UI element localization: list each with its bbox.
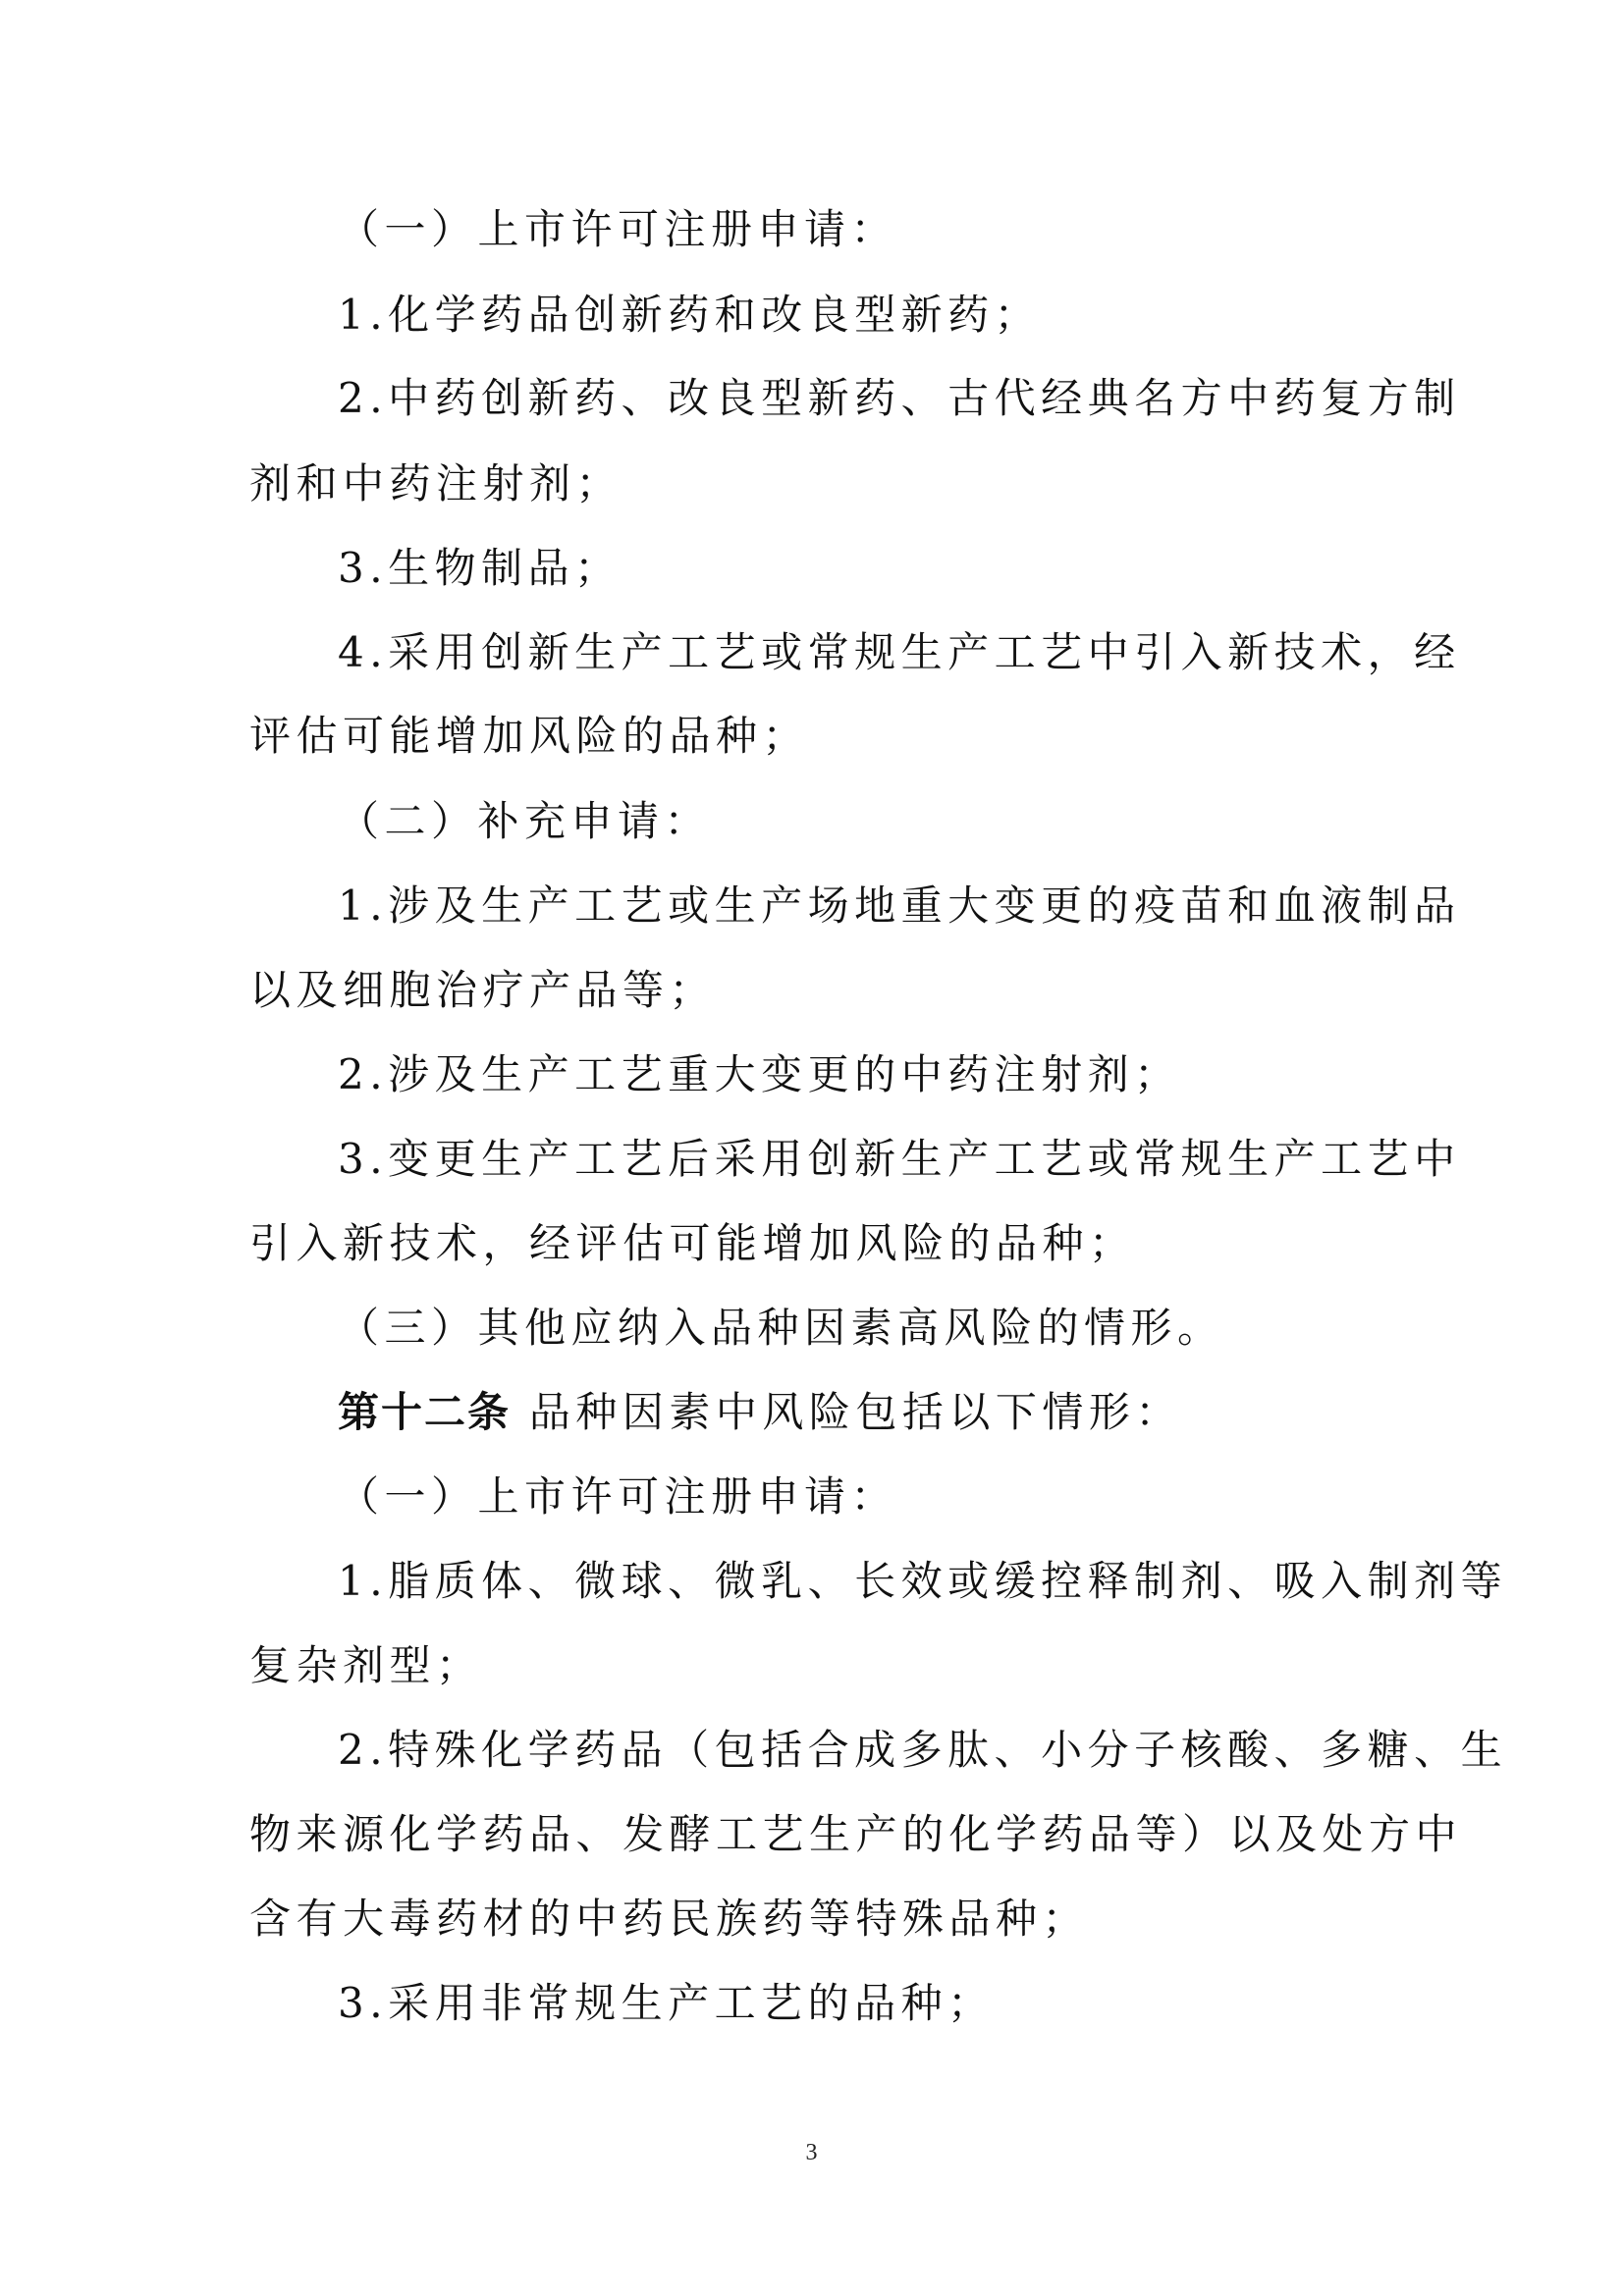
paragraph-line: 含有大毒药材的中药民族药等特殊品种；	[249, 1895, 1090, 1943]
paragraph-line: 2.涉及生产工艺重大变更的中药注射剂；	[338, 1050, 1181, 1098]
paragraph-line: 1.脂质体、微球、微乳、长效或缓控释制剂、吸入制剂等	[338, 1557, 1508, 1605]
paragraph-line: 2.中药创新药、改良型新药、古代经典名方中药复方制	[338, 374, 1461, 422]
article-text: 品种因素中风险包括以下情形：	[511, 1388, 1182, 1436]
paragraph-line: 物来源化学药品、发酵工艺生产的化学药品等）以及处方中	[249, 1810, 1463, 1858]
paragraph-line: 1.涉及生产工艺或生产场地重大变更的疫苗和血液制品	[338, 881, 1461, 930]
paragraph-line: 以及细胞治疗产品等；	[249, 966, 717, 1014]
paragraph-line: （一）上市许可注册申请：	[338, 205, 898, 253]
paragraph-line: 4.采用创新生产工艺或常规生产工艺中引入新技术，经	[338, 628, 1461, 676]
paragraph-line: 复杂剂型；	[249, 1641, 483, 1689]
paragraph-line: 3.生物制品；	[338, 544, 622, 592]
article-heading	[338, 1385, 1182, 1440]
paragraph-line: （三）其他应纳入品种因素高风险的情形。	[338, 1304, 1224, 1352]
page-number: 3	[805, 2140, 818, 2165]
paragraph-line: 1.化学药品创新药和改良型新药；	[338, 291, 1042, 339]
paragraph-line: （一）上市许可注册申请：	[338, 1472, 898, 1521]
paragraph-line: 3.采用非常规生产工艺的品种；	[338, 1979, 995, 2027]
paragraph-line: 评估可能增加风险的品种；	[249, 712, 810, 760]
paragraph-line: 3.变更生产工艺后采用创新生产工艺或常规生产工艺中	[338, 1135, 1461, 1183]
paragraph-line: 剂和中药注射剂；	[249, 459, 623, 507]
paragraph-line: 引入新技术，经评估可能增加风险的品种；	[249, 1219, 1136, 1267]
paragraph-line: （二）补充申请：	[338, 797, 712, 845]
article-number: 第十二条	[338, 1388, 512, 1436]
paragraph-line: 2.特殊化学药品（包括合成多肽、小分子核酸、多糖、生	[338, 1726, 1508, 1774]
